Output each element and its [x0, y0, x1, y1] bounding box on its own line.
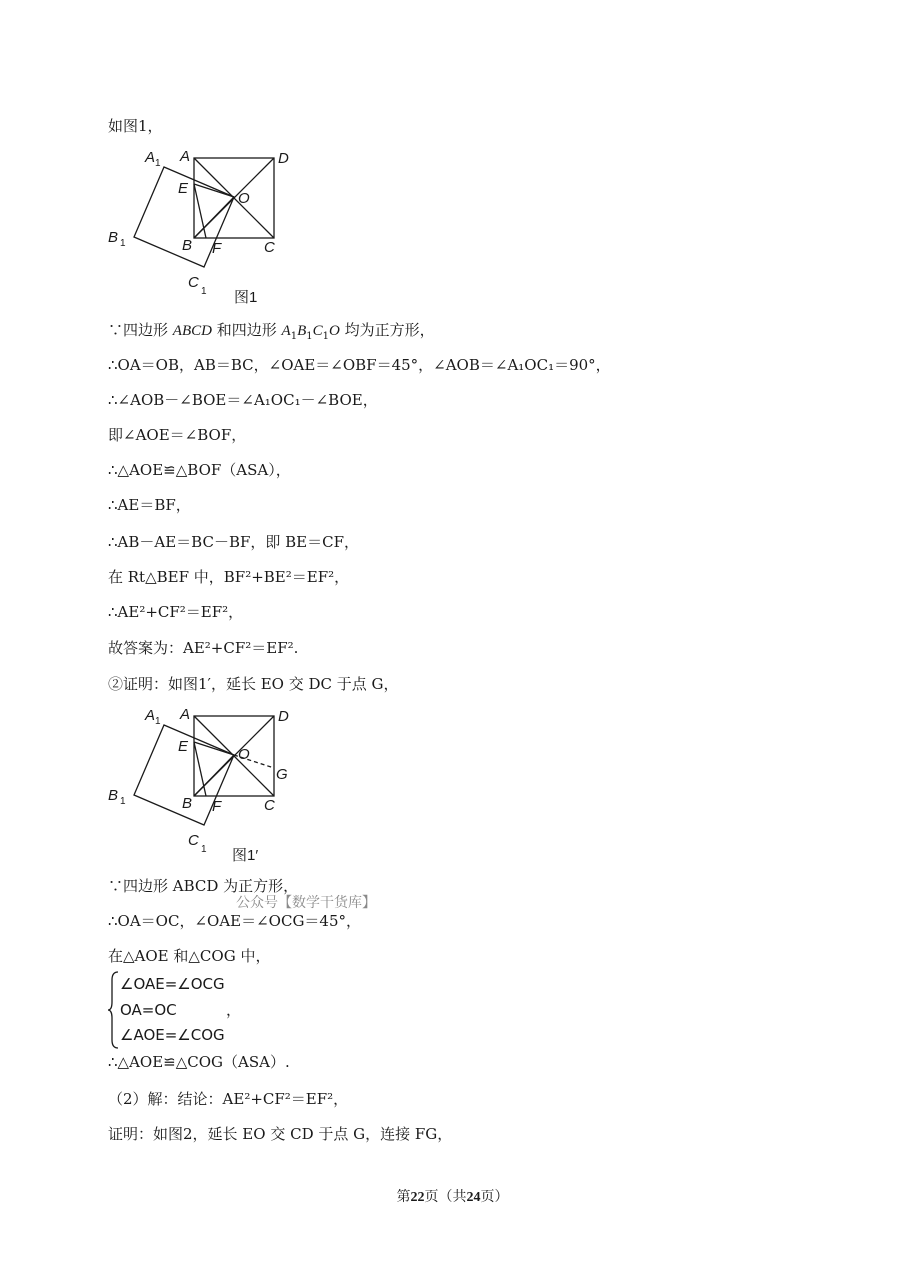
svg-text:1: 1	[155, 716, 161, 727]
text-line: 故答案为：AE²+CF²＝EF².	[108, 639, 299, 657]
label-F: F	[212, 798, 222, 815]
figure-1	[100, 142, 320, 312]
text-line: ∴OA＝OB，AB＝BC，∠OAE＝∠OBF＝45°，∠AOB＝∠A₁OC₁＝90°，	[108, 356, 611, 374]
label-E: E	[178, 738, 189, 755]
figure-1-prime	[100, 700, 320, 870]
text-line: ∴AE＝BF，	[108, 496, 191, 514]
label-C1: C	[188, 832, 199, 849]
text-line: 在 Rt△BEF 中，BF²+BE²＝EF²，	[108, 568, 350, 586]
text-line: 证明：如图2，延长 EO 交 CD 于点 G，连接 FG，	[108, 1125, 453, 1143]
svg-text:1: 1	[201, 286, 207, 297]
label-B1: B	[108, 229, 119, 246]
svg-text:1: 1	[201, 844, 207, 855]
text-line: （2）解：结论：AE²+CF²＝EF²，	[108, 1090, 349, 1108]
label-F: F	[212, 240, 222, 257]
page-total: 24	[466, 1190, 481, 1205]
label-E: E	[178, 180, 189, 197]
figure-1-caption: 图1	[234, 289, 258, 306]
system-equation: OA=OC	[120, 1001, 177, 1019]
label-A1: A	[145, 707, 156, 724]
label-D: D	[278, 708, 289, 725]
watermark: 公众号【数学干货库】	[236, 895, 376, 911]
system-comma: ，	[226, 1001, 242, 1019]
text-line: ∴AE²+CF²＝EF²，	[108, 603, 244, 621]
text-line: 如图1，	[108, 117, 163, 135]
page-footer: 第22页（共24页）	[396, 1189, 509, 1205]
text-line: ∵四边形 ABCD 和四边形 $A_1B_1C_1O$ 均为正方形，	[108, 321, 435, 342]
brace-icon	[108, 970, 120, 1050]
svg-text:1: 1	[120, 796, 126, 807]
label-C1: C	[188, 274, 199, 291]
svg-text:1: 1	[120, 238, 126, 249]
text-line: ∴△AOE≌△BOF（ASA），	[108, 461, 291, 479]
label-C: C	[264, 797, 275, 814]
label-C: C	[264, 239, 275, 256]
text-line: ∴△AOE≌△COG（ASA）.	[108, 1053, 290, 1071]
text-line: ∴∠AOB－∠BOE＝∠A₁OC₁－∠BOE，	[108, 391, 378, 409]
text-line: ②证明：如图1′，延长 EO 交 DC 于点 G，	[108, 675, 399, 693]
figure-1-diagram	[100, 142, 320, 312]
label-A: A	[180, 148, 191, 165]
system-equation: ∠AOE=∠COG	[120, 1026, 225, 1044]
label-A: A	[180, 706, 191, 723]
text-line: ∵四边形 ABCD 为正方形，	[108, 877, 299, 895]
label-O: O	[238, 746, 250, 763]
label-B1: B	[108, 787, 119, 804]
svg-text:1: 1	[155, 158, 161, 169]
figure-1-prime-diagram	[100, 700, 320, 870]
page-number: 22	[410, 1190, 425, 1205]
system-equation: ∠OAE=∠OCG	[120, 975, 225, 993]
label-O: O	[238, 190, 250, 207]
text-line: 即∠AOE＝∠BOF，	[108, 426, 247, 444]
equation-system	[108, 970, 308, 1050]
label-B: B	[182, 237, 193, 254]
label-G: G	[276, 766, 288, 783]
text-line: ∴AB－AE＝BC－BF，即 BE＝CF，	[108, 533, 360, 551]
label-A1: A	[145, 149, 156, 166]
text-line: 在△AOE 和△COG 中，	[108, 947, 271, 965]
label-D: D	[278, 150, 289, 167]
label-B: B	[182, 795, 193, 812]
text-line: ∴OA＝OC，∠OAE＝∠OCG＝45°，	[108, 912, 362, 930]
figure-1-prime-caption: 图1′	[232, 847, 259, 864]
